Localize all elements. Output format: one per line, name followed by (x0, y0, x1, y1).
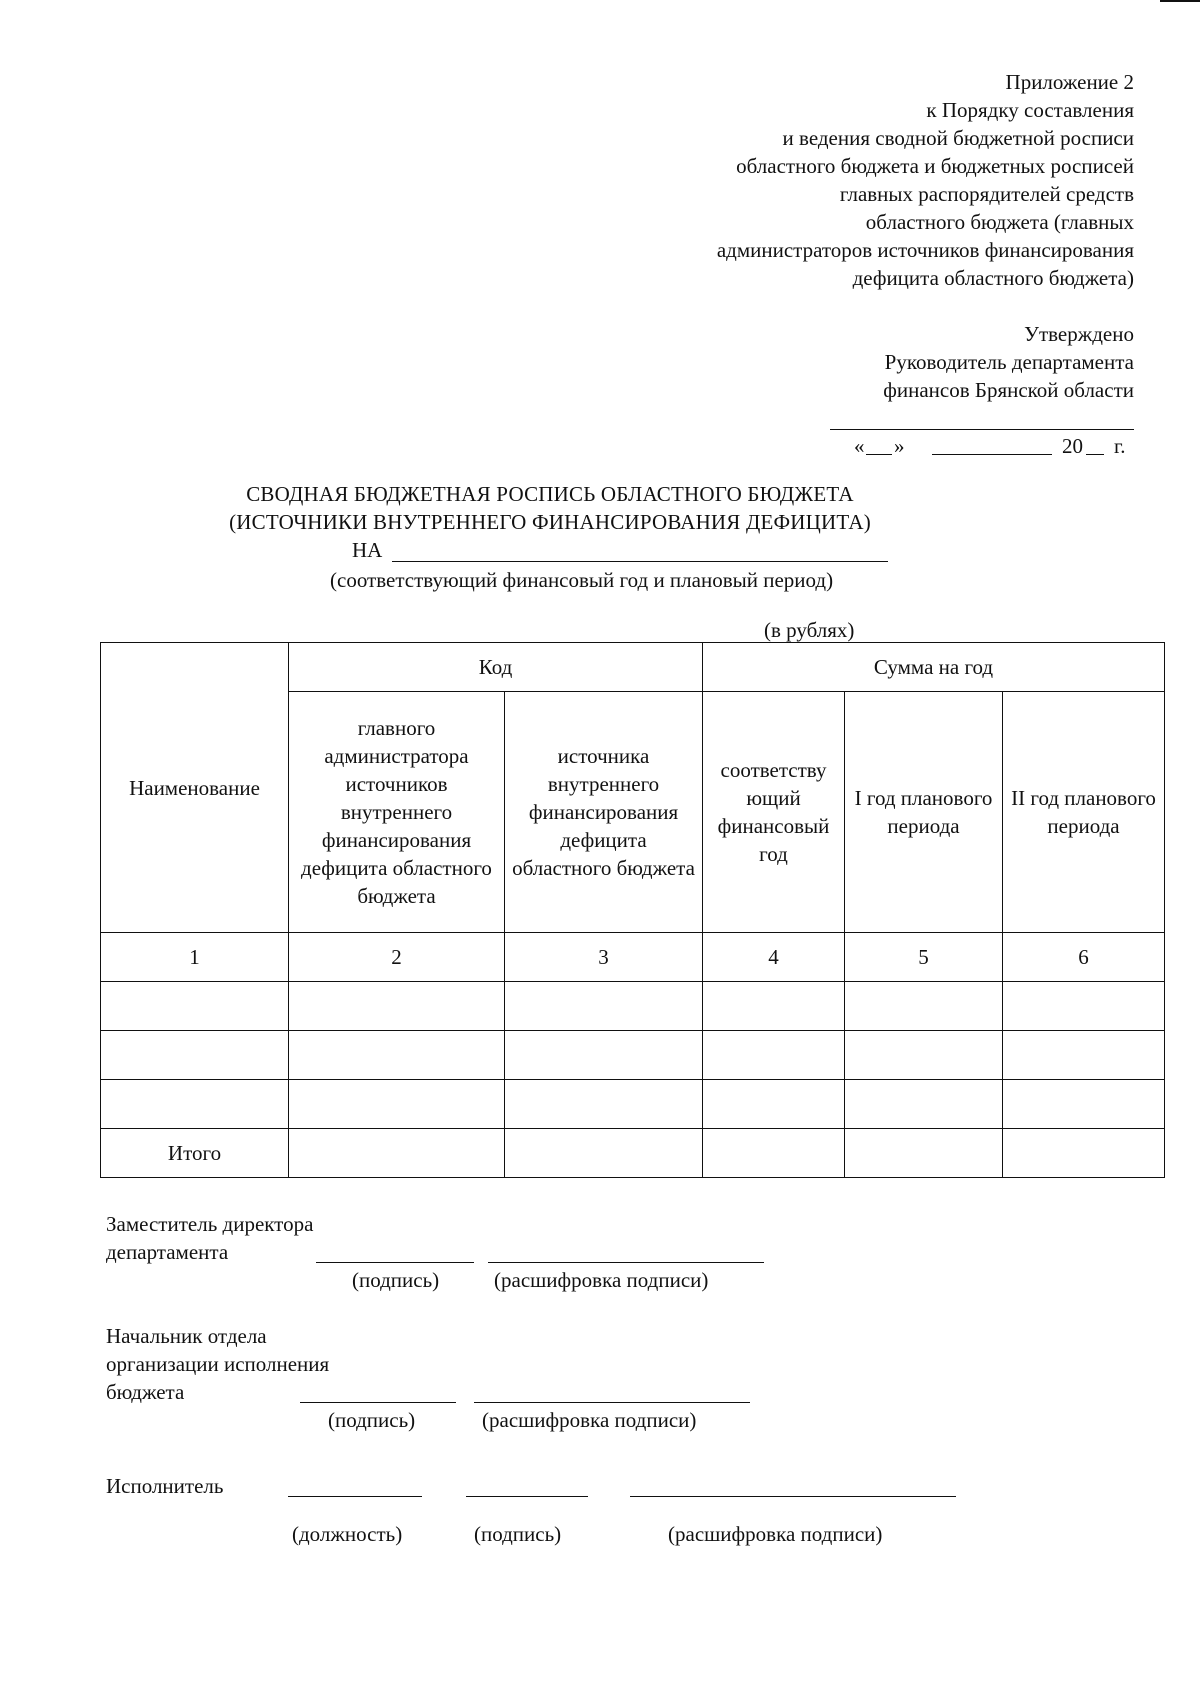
table-cell (505, 982, 703, 1031)
deputy-signature-line (316, 1262, 474, 1263)
column-number-row (101, 933, 1165, 982)
table-cell (289, 1129, 505, 1178)
column-number: 4 (703, 933, 845, 982)
date-year-suffix: г. (1114, 434, 1126, 458)
header-current-year: соответству ющий финансовый год (703, 692, 845, 933)
executor-decode-line (630, 1496, 956, 1497)
period-blank-line (392, 561, 888, 562)
executor-sign-caption: (подпись) (474, 1522, 562, 1546)
head-signature-line (300, 1402, 456, 1403)
units-label: (в рублях) (764, 618, 855, 642)
column-number: 6 (1003, 933, 1165, 982)
header-source-code: источника внутреннего финансирования дефицита областного бюджета (505, 692, 703, 933)
executor-position-line (288, 1496, 422, 1497)
date-month-blank (932, 432, 1052, 455)
deputy-sign-caption: (подпись) (352, 1268, 440, 1292)
column-number: 1 (101, 933, 289, 982)
table-cell (845, 982, 1003, 1031)
title-na-label: НА (352, 538, 383, 562)
header-sum-group: Сумма на год (703, 643, 1165, 692)
table-cell (1003, 1129, 1165, 1178)
deputy-title-line: Заместитель директора (106, 1212, 314, 1236)
head-decode-line (474, 1402, 750, 1403)
head-title-line: организации исполнения (106, 1352, 330, 1376)
appendix-line: к Порядку составления (926, 98, 1134, 122)
head-title-line: бюджета (106, 1380, 185, 1404)
table-cell (505, 1031, 703, 1080)
table-cell (1003, 1031, 1165, 1080)
date-open-quote: « (854, 434, 865, 458)
column-number: 3 (505, 933, 703, 982)
executor-decode-caption: (расшифровка подписи) (668, 1522, 883, 1546)
appendix-line: администраторов источников финансирования (716, 238, 1134, 262)
page-edge-mark (1160, 0, 1200, 2)
head-title-line: Начальник отдела (106, 1324, 267, 1348)
table-row (101, 982, 1165, 1031)
appendix-line: и ведения сводной бюджетной росписи (782, 126, 1134, 150)
table-cell (1003, 1080, 1165, 1129)
table-cell (1003, 982, 1165, 1031)
table-cell (289, 982, 505, 1031)
column-number: 2 (289, 933, 505, 982)
executor-signature-line (466, 1496, 588, 1497)
table-cell (505, 1129, 703, 1178)
executor-title: Исполнитель (106, 1474, 224, 1498)
date-close-quote: » (894, 434, 905, 458)
executor-position-caption: (должность) (292, 1522, 403, 1546)
date-day-blank (866, 432, 892, 455)
period-caption: (соответствующий финансовый год и плановый период) (330, 568, 834, 592)
total-label: Итого (101, 1129, 289, 1178)
head-sign-caption: (подпись) (328, 1408, 416, 1432)
date-year-prefix: 20 (1062, 434, 1083, 458)
table-cell (101, 1031, 289, 1080)
table-cell (101, 982, 289, 1031)
table-header-row (101, 643, 1165, 692)
table-cell (845, 1129, 1003, 1178)
title-line-1: СВОДНАЯ БЮДЖЕТНАЯ РОСПИСЬ ОБЛАСТНОГО БЮДЖЕТА (246, 482, 854, 506)
approval-line: финансов Брянской области (883, 378, 1134, 402)
appendix-reference (574, 68, 1134, 292)
head-title (106, 1322, 329, 1406)
title-line-2: (ИСТОЧНИКИ ВНУТРЕННЕГО ФИНАНСИРОВАНИЯ ДЕФИЦИТА) (229, 510, 871, 534)
deputy-decode-line (488, 1262, 764, 1263)
budget-table (100, 642, 1165, 1178)
table-cell (703, 982, 845, 1031)
appendix-line: Приложение 2 (1005, 70, 1134, 94)
header-name: Наименование (101, 643, 289, 933)
table-row (101, 1031, 1165, 1080)
header-admin-code: главного администратора источников внутреннего финансирования дефицита областного бюджета (289, 692, 505, 933)
document-title (200, 480, 900, 536)
appendix-line: областного бюджета и бюджетных росписей (736, 154, 1134, 178)
appendix-line: дефицита областного бюджета) (852, 266, 1134, 290)
table-cell (703, 1129, 845, 1178)
total-row (101, 1129, 1165, 1178)
column-number: 5 (845, 933, 1003, 982)
table-cell (505, 1080, 703, 1129)
table-cell (101, 1080, 289, 1129)
table-cell (289, 1080, 505, 1129)
header-code-group: Код (289, 643, 703, 692)
table-cell (289, 1031, 505, 1080)
table-cell (845, 1031, 1003, 1080)
date-year-blank (1086, 432, 1104, 455)
deputy-title (106, 1210, 313, 1266)
table-cell (703, 1031, 845, 1080)
table-cell (845, 1080, 1003, 1129)
head-decode-caption: (расшифровка подписи) (482, 1408, 697, 1432)
appendix-line: главных распорядителей средств (839, 182, 1134, 206)
table-cell (703, 1080, 845, 1129)
deputy-decode-caption: (расшифровка подписи) (494, 1268, 709, 1292)
approval-line: Утверждено (1024, 322, 1134, 346)
appendix-line: областного бюджета (главных (865, 210, 1134, 234)
approval-signature-line (830, 429, 1134, 430)
approval-line: Руководитель департамента (884, 350, 1134, 374)
approval-block (734, 320, 1134, 404)
table-row (101, 1080, 1165, 1129)
approval-date (850, 432, 1134, 460)
deputy-title-line: департамента (106, 1240, 229, 1264)
header-plan-year-2: II год планового периода (1003, 692, 1165, 933)
header-plan-year-1: I год планового периода (845, 692, 1003, 933)
